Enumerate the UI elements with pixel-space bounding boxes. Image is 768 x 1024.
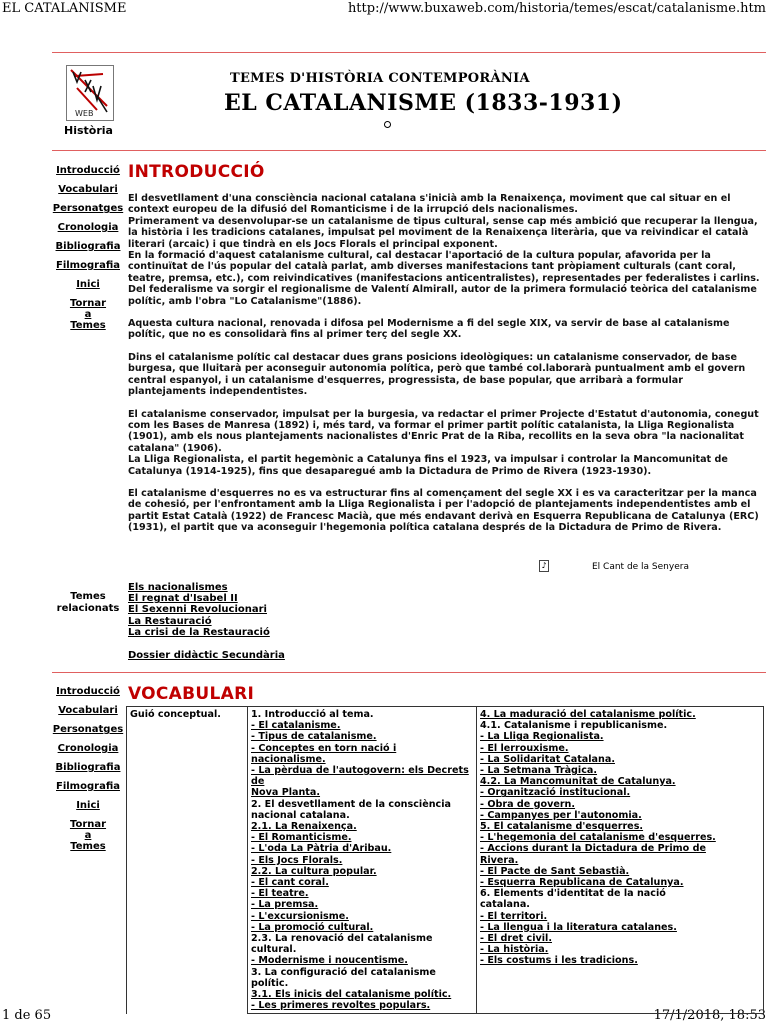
guide-item[interactable]: - Obra de govern. <box>480 798 576 810</box>
nav-inici[interactable]: Inici <box>76 279 100 290</box>
guide-item[interactable]: - Les primeres revoltes populars. <box>251 1000 431 1012</box>
nav-filmografia[interactable]: Filmografia <box>56 260 120 271</box>
guide-item[interactable]: - La Solidaritat Catalana. <box>480 753 615 765</box>
guide-item[interactable]: - L'hegemonia del catalanisme d'esquerres. <box>480 832 716 844</box>
guide-item[interactable]: - La premsa. <box>251 899 319 911</box>
related-link[interactable]: La Restauració <box>128 615 212 627</box>
nav-introduccio[interactable]: Introducció <box>56 686 120 697</box>
intro-paragraph: El catalanisme conservador, impulsat per la burgesia, va redactar el primer Projecte d'Estatut d'autonomia, conegut com les Bases de Manresa (1892) i, més tard, va formar el primer partit polític catalanista, la Lliga Regionalista (1901), amb els nous plantejaments nacionalistes d'Enric Prat de la Riba, recollits en la seva obra "la nacionalitat catalana" (1906). La Lliga Regionalista, el partit hegemònic a Catalunya fins el 1923, va impulsar i controlar la Mancomunitat de Catalunya (1914-1925), fins que desaparegué amb la Dictadura de Primo de Rivera (1923-1930). <box>128 408 759 477</box>
guide-item[interactable]: - La pèrdua de l'autogovern: els Decrets de <box>251 765 469 788</box>
guide-item[interactable]: Nova Planta. <box>251 787 321 799</box>
guide-item[interactable]: 4. La maduració del catalanisme polític. <box>480 709 696 720</box>
guide-item[interactable]: - El dret civil. <box>480 933 552 945</box>
concept-guide-table <box>126 706 764 1014</box>
guide-item: nacional catalana. <box>251 809 350 821</box>
nav-vocabulari[interactable]: Vocabulari <box>58 184 118 195</box>
nav-inici[interactable]: Inici <box>76 800 100 811</box>
intro-paragraph: Dins el catalanisme polític cal destacar dues grans posicions ideològiques: un catalanisme conservador, de base burgesa, que lluitarà per aconseguir autonomia política, però que també col.laborarà puntualment amb el govern central espanyol, i un catalanisme d'esquerres, progressista, de base popular, que arribarà a formular plantejaments independentistes. <box>128 351 746 398</box>
nav-personatges[interactable]: Personatges <box>52 724 124 735</box>
guide-item[interactable]: - La promoció cultural. <box>251 921 374 933</box>
related-link[interactable]: El regnat d'Isabel II <box>128 593 238 605</box>
related-link[interactable]: El Sexenni Revolucionari <box>128 604 267 616</box>
intro-heading: INTRODUCCIÓ <box>128 162 265 182</box>
svg-text:WEB: WEB <box>75 109 94 118</box>
section-rule <box>52 672 766 673</box>
guide-item[interactable]: - Campanyes per l'autonomia. <box>480 809 642 821</box>
guide-item[interactable]: - El cant coral. <box>251 877 329 889</box>
related-link[interactable]: La crisi de la Restauració <box>128 626 270 638</box>
guide-item[interactable]: 3.1. Els inicis del catalanisme polític. <box>251 989 452 1001</box>
print-page-count: 1 de 65 <box>2 1008 52 1023</box>
guide-item: 4.1. Catalanisme i republicanisme. <box>480 720 668 732</box>
guide-item: 1. Introducció al tema. <box>251 709 374 720</box>
guide-item[interactable]: - El Romanticisme. <box>251 832 352 844</box>
guide-item[interactable]: - El territori. <box>480 910 548 922</box>
intro-paragraph: El catalanisme d'esquerres no es va estructurar fins al començament del segle XX i es va caracteritzar per la manca de cohesió, per l'enfrontament amb la Lliga Regionalista i per l'adopció de plantejaments independentistes amb el partit Estat Català (1922) de Francesc Macià, que més endavant derivà en Esquerra Republicana de Catalunya (ERC) (1931), el partit que va aconseguir l'hegemonia política catalana després de la Dictadura de Primo de Rivera. <box>128 487 759 534</box>
related-link[interactable]: Els nacionalismes <box>128 582 228 593</box>
guide-label-cell <box>127 707 248 1014</box>
guide-item[interactable]: 4.2. La Mancomunitat de Catalunya. <box>480 776 676 788</box>
nav-tornar-temes[interactable]: Tornar a Temes <box>69 298 107 331</box>
print-page-title: EL CATALANISME <box>2 1 127 16</box>
side-nav-intro <box>52 165 124 331</box>
intro-body <box>128 193 764 545</box>
song-label: El Cant de la Senyera <box>592 562 689 572</box>
intro-paragraph: El desvetllament d'una consciència nacional catalana s'inicià amb la Renaixença, moviment que cal situar en el context europeu de la difusió del Romanticisme i de la irrupció dels nacionalismes. Primerament va desenvolupar-se un catalanisme de tipus cultural, sense cap més ambició que recuperar la llengua, la història i les tradicions catalanes, impulsat pel moviment de la Renaixença literària, que va reivindicar el català literari (arcaic) i que tindrà en els Jocs Florals el principal exponent. En la formació d'aquest catalanisme cultural, cal destacar l'aportació de la cultura popular, afavorida per la continuïtat de l'ús popular del català parlat, amb diverses manifestacions tant pròpiament culturals (cant coral, teatre, premsa, etc.), com reivindicatives (manifestacions anticentralistes), representades per federalistes i carlins. Del federalisme va sorgir el regionalisme de Valentí Almirall, autor de la primera formulació teòrica del catalanisme polític, amb l'obra "Lo Catalanisme"(1886). <box>128 193 760 307</box>
guide-item: catalana. <box>480 899 530 911</box>
guide-item[interactable]: - El teatre. <box>251 888 309 900</box>
guide-item[interactable]: - El catalanisme. <box>251 720 341 732</box>
guide-item[interactable]: - La Setmana Tràgica. <box>480 765 598 777</box>
guide-item[interactable]: - Els Jocs Florals. <box>251 854 343 866</box>
guide-item[interactable]: - Conceptes en torn nació i nacionalisme. <box>251 742 397 765</box>
print-datetime: 17/1/2018, 18:53 <box>653 1008 766 1023</box>
guide-item[interactable]: - Modernisme i noucentisme. <box>251 955 408 967</box>
side-nav-vocab <box>52 686 124 852</box>
nav-tornar-temes[interactable]: Tornar a Temes <box>69 819 107 852</box>
guide-item[interactable]: 2.2. La cultura popular. <box>251 865 377 877</box>
intro-paragraph: Aquesta cultura nacional, renovada i difosa pel Modernisme a fi del segle XIX, va servir de base al catalanisme polític, que no es consolidarà fins al primer terç del segle XX. <box>128 318 730 341</box>
guide-item[interactable]: Rivera. <box>480 854 519 866</box>
dossier-link[interactable]: Dossier didàctic Secundària <box>128 650 285 662</box>
page-subtitle: TEMES D'HISTÒRIA CONTEMPORÀNIA <box>230 71 530 86</box>
guide-item: 6. Elements d'identitat de la nació <box>480 888 666 900</box>
guide-item: 2. El desvetllament de la consciència <box>251 798 451 810</box>
guide-item[interactable]: - La història. <box>480 944 549 956</box>
guide-item[interactable]: - El lerrouxisme. <box>480 742 569 754</box>
nav-filmografia[interactable]: Filmografia <box>56 781 120 792</box>
nav-personatges[interactable]: Personatges <box>52 203 124 214</box>
guide-item[interactable]: - Tipus de catalanisme. <box>251 731 377 743</box>
nav-introduccio[interactable]: Introducció <box>56 165 120 176</box>
nav-cronologia[interactable]: Cronologia <box>57 222 119 233</box>
related-topics-list <box>128 582 285 661</box>
guide-item[interactable]: - Organització institucional. <box>480 787 631 799</box>
guide-item[interactable]: - L'excursionisme. <box>251 910 349 922</box>
guide-item[interactable]: - El Pacte de Sant Sebastià. <box>480 865 630 877</box>
guide-item[interactable]: - Accions durant la Dictadura de Primo de <box>480 843 706 855</box>
nav-vocabulari[interactable]: Vocabulari <box>58 705 118 716</box>
guide-column-1 <box>248 707 477 1014</box>
nav-bibliografia[interactable]: Bibliografia <box>55 762 121 773</box>
guide-item[interactable]: - Els costums i les tradicions. <box>480 955 638 967</box>
buxaweb-logo[interactable] <box>66 65 114 121</box>
guide-item[interactable]: - La Lliga Regionalista. <box>480 731 604 743</box>
logo-caption: Història <box>64 124 113 137</box>
circle-icon <box>384 121 391 128</box>
vocab-heading: VOCABULARI <box>128 684 255 704</box>
nav-cronologia[interactable]: Cronologia <box>57 743 119 754</box>
print-url: http://www.buxaweb.com/historia/temes/escat/catalanisme.htm <box>347 1 766 16</box>
page-title: EL CATALANISME (1833-1931) <box>224 90 623 116</box>
related-topics-label: Temes relacionats <box>56 591 120 614</box>
guide-item[interactable]: - L'oda La Pàtria d'Aribau. <box>251 843 392 855</box>
guide-item[interactable]: - La llengua i la literatura catalanes. <box>480 921 677 933</box>
nav-bibliografia[interactable]: Bibliografia <box>55 241 121 252</box>
guide-item[interactable]: - Esquerra Republicana de Catalunya. <box>480 877 684 889</box>
guide-column-2 <box>477 707 764 1014</box>
guide-item[interactable]: 5. El catalanisme d'esquerres. <box>480 821 644 833</box>
guide-item: 3. La configuració del catalanisme polític. <box>251 966 436 989</box>
guide-item[interactable]: 2.1. La Renaixença. <box>251 821 357 833</box>
music-note-icon[interactable]: ♪ <box>539 560 549 572</box>
guide-item: 2.3. La renovació del catalanisme cultural. <box>251 933 433 956</box>
header-bottom-rule <box>52 150 766 151</box>
header-top-rule <box>52 52 766 53</box>
guide-label: Guió conceptual. <box>130 709 221 720</box>
